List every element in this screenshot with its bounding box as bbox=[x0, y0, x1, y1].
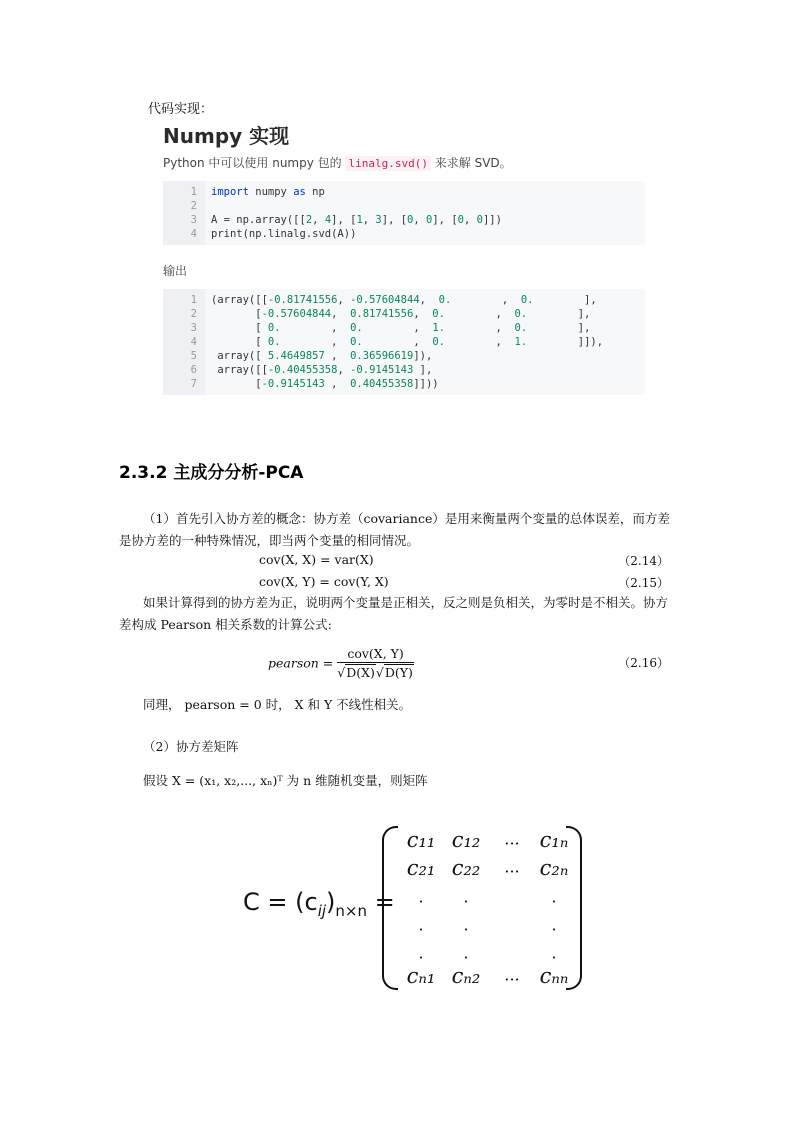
matrix-cell: c₂ₙ bbox=[539, 856, 569, 880]
output-line bbox=[163, 307, 645, 321]
desc-before: Python 中可以使用 numpy 包的 bbox=[163, 156, 346, 170]
code-line-text: A = np.array([[2, 4], [1, 3], [0, 0], [0, 0]]) bbox=[211, 214, 502, 226]
code-line-number: 2 bbox=[190, 200, 197, 212]
random-vector-text: 假设 X = (x₁, x₂,..., xₙ)ᵀ 为 n 维随机变量，则矩阵 bbox=[143, 773, 428, 788]
output-line-number: 3 bbox=[190, 322, 197, 334]
output-line-number: 7 bbox=[190, 378, 197, 390]
pearson-denominator: √D(X)√D(Y) bbox=[337, 665, 413, 680]
pearson-lhs: pearson = bbox=[268, 655, 334, 671]
code-line-number: 1 bbox=[190, 186, 197, 198]
output-line-text: [ 0. , 0. , 0. , 1. ]]), bbox=[211, 336, 604, 348]
output-line bbox=[163, 335, 645, 349]
matrix-cell: ··· bbox=[504, 970, 520, 989]
output-line bbox=[163, 377, 645, 391]
code-line bbox=[163, 199, 645, 213]
equation-2-15: cov(X, Y) = cov(Y, X) bbox=[259, 574, 389, 589]
matrix-cell: c₂₁ bbox=[406, 856, 436, 880]
matrix-cell: · bbox=[551, 892, 557, 911]
matrix-cell: ··· bbox=[504, 862, 520, 881]
output-line-number: 1 bbox=[190, 294, 197, 306]
output-line-number: 6 bbox=[190, 364, 197, 376]
equation-number-2-16: （2.16） bbox=[618, 656, 669, 670]
output-block bbox=[163, 289, 645, 395]
matrix-lhs-eq: = bbox=[367, 888, 395, 916]
code-line-text: import numpy as np bbox=[211, 186, 325, 198]
code-line bbox=[163, 227, 645, 241]
matrix-cell: · bbox=[551, 920, 557, 939]
output-line-text: [-0.57604844, 0.81741556, 0. , 0. ], bbox=[211, 308, 591, 320]
matrix-cell: · bbox=[418, 920, 424, 939]
equation-number-2-15: （2.15） bbox=[618, 576, 669, 590]
equation-2-14: cov(X, X) = var(X) bbox=[259, 552, 374, 567]
pearson-fraction bbox=[337, 646, 414, 680]
matrix-cell: cₙₙ bbox=[539, 964, 569, 988]
matrix-lhs-close: ) bbox=[326, 888, 336, 916]
matrix-cell: · bbox=[463, 948, 469, 967]
pearson-numerator: cov(X, Y) bbox=[337, 646, 414, 663]
desc-after: 来求解 SVD。 bbox=[430, 156, 512, 170]
matrix-cell: · bbox=[418, 948, 424, 967]
paragraph-pearson-zero bbox=[119, 694, 675, 716]
numpy-section-title: Numpy 实现 bbox=[163, 124, 290, 148]
desc-code: linalg.svd() bbox=[345, 156, 430, 171]
sqrt-dx: D(X) bbox=[346, 665, 375, 680]
cov-matrix-heading-text: （2）协方差矩阵 bbox=[143, 739, 239, 754]
paragraph-random-vector bbox=[119, 770, 675, 792]
paragraph-covariance-text: （1）首先引入协方差的概念：协方差（covariance）是用来衡量两个变量的总体误差，而方差是协方差的一种特殊情况，即当两个变量的相同情况。 bbox=[119, 511, 670, 548]
matrix-cell: c₂₂ bbox=[451, 856, 481, 880]
paragraph-pearson-text: 如果计算得到的协方差为正，说明两个变量是正相关，反之则是负相关，为零时是不相关。协方差构成 Pearson 相关系数的计算公式: bbox=[119, 595, 669, 632]
output-line bbox=[163, 363, 645, 377]
matrix-cell: · bbox=[463, 892, 469, 911]
section-title: 2.3.2 主成分分析-PCA bbox=[119, 463, 304, 483]
code-line-number: 4 bbox=[190, 228, 197, 240]
matrix-cell: · bbox=[551, 948, 557, 967]
matrix-lhs-c: C = (c bbox=[243, 888, 318, 916]
output-line-text: [-0.9145143 , 0.40455358]])) bbox=[211, 378, 439, 390]
code-line bbox=[163, 213, 645, 227]
code-line bbox=[163, 185, 645, 199]
matrix-cell: · bbox=[463, 920, 469, 939]
code-line-text: print(np.linalg.svd(A)) bbox=[211, 228, 357, 240]
matrix-cell: ··· bbox=[504, 834, 520, 853]
paragraph-cov-matrix-heading bbox=[119, 736, 675, 758]
code-line-number: 3 bbox=[190, 214, 197, 226]
matrix-left-paren bbox=[382, 826, 398, 990]
matrix-cell: cₙ₂ bbox=[451, 964, 481, 988]
output-line-text: (array([[-0.81741556, -0.57604844, 0. , 0. ], bbox=[211, 294, 597, 306]
sqrt-dy: D(Y) bbox=[384, 665, 413, 680]
output-line bbox=[163, 349, 645, 363]
output-line-text: [ 0. , 0. , 1. , 0. ], bbox=[211, 322, 591, 334]
matrix-lhs bbox=[243, 888, 395, 920]
intro-label: 代码实现： bbox=[148, 102, 214, 117]
matrix-cell: c₁₂ bbox=[451, 828, 481, 852]
equation-2-16 bbox=[268, 646, 414, 680]
matrix-cell: · bbox=[418, 892, 424, 911]
matrix-cell: c₁₁ bbox=[406, 828, 436, 852]
output-line-text: array([[-0.40455358, -0.9145143 ], bbox=[211, 364, 433, 376]
output-line-number: 4 bbox=[190, 336, 197, 348]
output-line bbox=[163, 293, 645, 307]
matrix-lhs-sub: ij bbox=[317, 901, 327, 920]
numpy-section-desc bbox=[163, 154, 512, 171]
matrix-cell: c₁ₙ bbox=[539, 828, 569, 852]
output-line-text: array([ 5.4649857 , 0.36596619]), bbox=[211, 350, 433, 362]
equation-number-2-14: （2.14） bbox=[618, 554, 669, 568]
output-label: 输出 bbox=[163, 264, 188, 278]
matrix-cell: cₙ₁ bbox=[406, 964, 436, 988]
output-line-number: 5 bbox=[190, 350, 197, 362]
output-line-number: 2 bbox=[190, 308, 197, 320]
paragraph-covariance bbox=[119, 508, 675, 552]
paragraph-pearson bbox=[119, 592, 675, 636]
paragraph-pearson-zero-text: 同理， pearson = 0 时， X 和 Y 不线性相关。 bbox=[143, 697, 412, 712]
code-block bbox=[163, 181, 645, 245]
matrix-lhs-size: n×n bbox=[335, 901, 367, 920]
output-line bbox=[163, 321, 645, 335]
